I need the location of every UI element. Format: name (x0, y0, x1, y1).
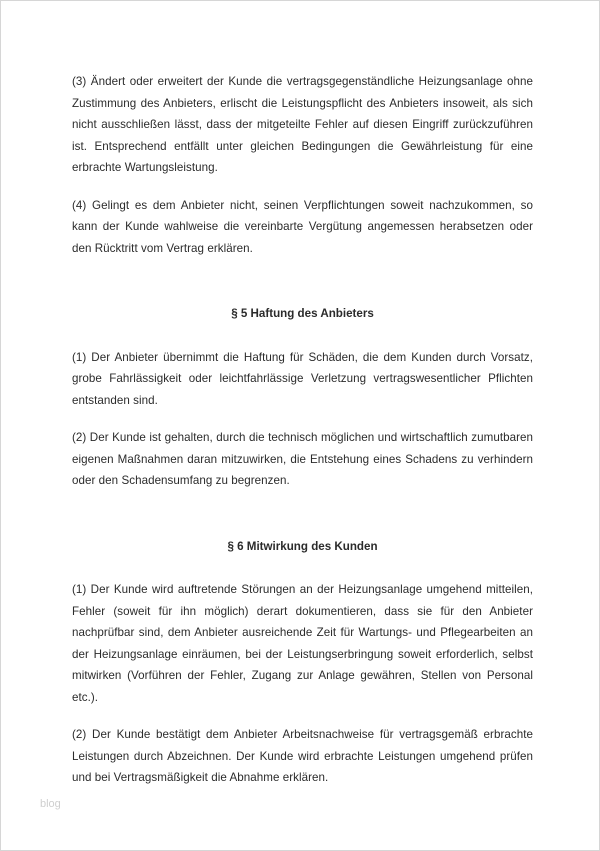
document-body (72, 71, 533, 789)
section-6-paragraph-1: (1) Der Kunde wird auftretende Störungen an der Heizungsanlage umgehend mitteilen, Fehler (soweit für ihn möglich) derart dokumentieren, dass sie für den Anbieter nachprüfbar sind, dem Anbieter ausreichende Zeit für Wartungs- und Pflegearbeiten an der Heizungsanlage einräumen, bei der Leistungserbringung soweit erforderlich, selbst mitwirken (Vorführen der Fehler, Zugang zur Anlage gewähren, Stellen von Personal etc.). (72, 583, 533, 704)
paragraph-4: (4) Gelingt es dem Anbieter nicht, seinen Verpflichtungen soweit nachzukommen, so kann der Kunde wahlweise die vereinbarte Vergütung angemessen herabsetzen oder den Rücktritt vom Vertrag erklären. (72, 198, 533, 255)
section-6-paragraph-2: (2) Der Kunde bestätigt dem Anbieter Arbeitsnachweise für vertragsgemäß erbrachte Leistungen durch Abzeichnen. Der Kunde wird erbrachte Leistungen umgehend prüfen und bei Vertragsmäßigkeit die Abnahme erklären. (72, 728, 533, 784)
section-5-paragraph-1: (1) Der Anbieter übernimmt die Haftung für Schäden, die dem Kunden durch Vorsatz, grobe Fahrlässigkeit oder leichtfahrlässige Verletzung vertragswesentlicher Pflichten entstanden sind. (72, 350, 533, 407)
section-5-heading: § 5 Haftung des Anbieters (231, 307, 374, 320)
section-5-paragraph-2: (2) Der Kunde ist gehalten, durch die technisch möglichen und wirtschaftlich zumutbaren eigenen Maßnahmen daran mitzuwirken, die Entstehung eines Schadens zu verhindern oder den Schadensumfang zu begrenzen. (72, 431, 533, 487)
watermark-text: blog (40, 798, 61, 810)
paragraph-3: (3) Ändert oder erweitert der Kunde die vertragsgegenständliche Heizungsanlage ohne Zustimmung des Anbieters, erlischt die Leistungspflicht des Anbieters insoweit, als sich nicht ausschließen lässt, dass der mitgeteilte Fehler auf diesen Eingriff zurückzuführen ist. Entsprechend entfällt unter gleichen Bedingungen die Gewährleistung für eine erbrachte Wartungsleistung. (72, 75, 533, 174)
section-6-heading: § 6 Mitwirkung des Kunden (227, 539, 378, 553)
